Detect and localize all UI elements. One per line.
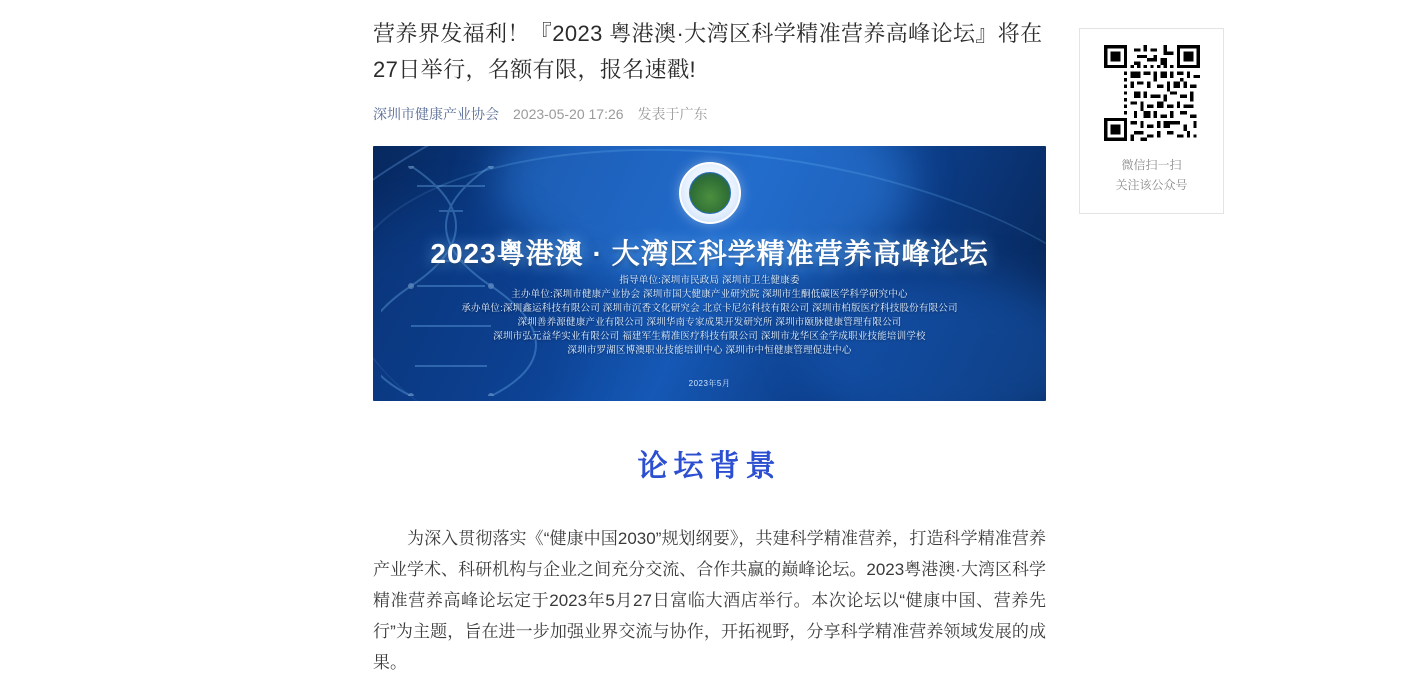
section-heading: 论坛背景	[637, 450, 782, 483]
banner-date: 2023年5月	[688, 379, 731, 388]
content-paragraph: 为深入贯彻落实《“健康中国2030”规划纲要》，共建科学精准营养，打造科学精准营养产业学术、科研机构与企业之间充分交流、合作共赢的巅峰论坛。2023粤港澳·大湾区科学精准营养高峰论坛定于2023年5月27日富临大酒店举行。本次论坛以“健康中国、营养先行”为主题，旨在进一步加强业界交流与协作，开拓视野，分享科学精准营养领域发展的成果。	[373, 529, 1046, 672]
banner-organizer-line: 主办单位:深圳市健康产业协会 深圳市国大健康产业研究院 深圳市生酮低碳医学科学研究中心	[511, 289, 908, 300]
banner-main-title: 2023粤港澳 · 大湾区科学精准营养高峰论坛	[430, 238, 989, 269]
qr-caption-line-2: 关注该公众号	[1115, 178, 1188, 192]
article-body	[373, 0, 1046, 678]
banner-organizer-line: 指导单位:深圳市民政局 深圳市卫生健康委	[619, 275, 800, 286]
banner-organizer-line: 深圳市弘元益华实业有限公司 福建军生精准医疗科技有限公司 深圳市龙华区金学成职业技能培训学校	[493, 331, 926, 342]
account-name-link[interactable]: 深圳市健康产业协会	[373, 106, 499, 122]
banner-organizer-list	[373, 274, 1046, 358]
banner-organizer-line: 深圳善养源健康产业有限公司 深圳华南专家成果开发研究所 深圳市颐脉健康管理有限公司	[517, 317, 902, 328]
qr-card-caption	[1115, 155, 1187, 195]
article-meta	[373, 104, 1046, 124]
emblem-logo-icon	[679, 162, 741, 224]
publish-location: 发表于广东	[637, 106, 708, 122]
qr-follow-card	[1079, 28, 1224, 214]
publish-date: 2023-05-20 17:26	[513, 106, 624, 122]
qr-caption-line-1: 微信扫一扫	[1121, 158, 1182, 172]
banner-organizer-line: 承办单位:深圳鑫运科技有限公司 深圳市沉香文化研究会 北京卡尼尔科技有限公司 深圳市柏版医疗科技股份有限公司	[461, 303, 958, 314]
qr-code-icon[interactable]	[1104, 45, 1200, 141]
banner-organizer-line: 深圳市罗湖区博澳职业技能培训中心 深圳市中恒健康管理促进中心	[567, 345, 852, 356]
forum-banner-image	[373, 146, 1046, 401]
article-content	[373, 523, 1046, 678]
page-title: 营养界发福利！『2023 粤港澳·大湾区科学精准营养高峰论坛』将在27日举行，名额有限，报名速戳!	[373, 21, 1043, 82]
